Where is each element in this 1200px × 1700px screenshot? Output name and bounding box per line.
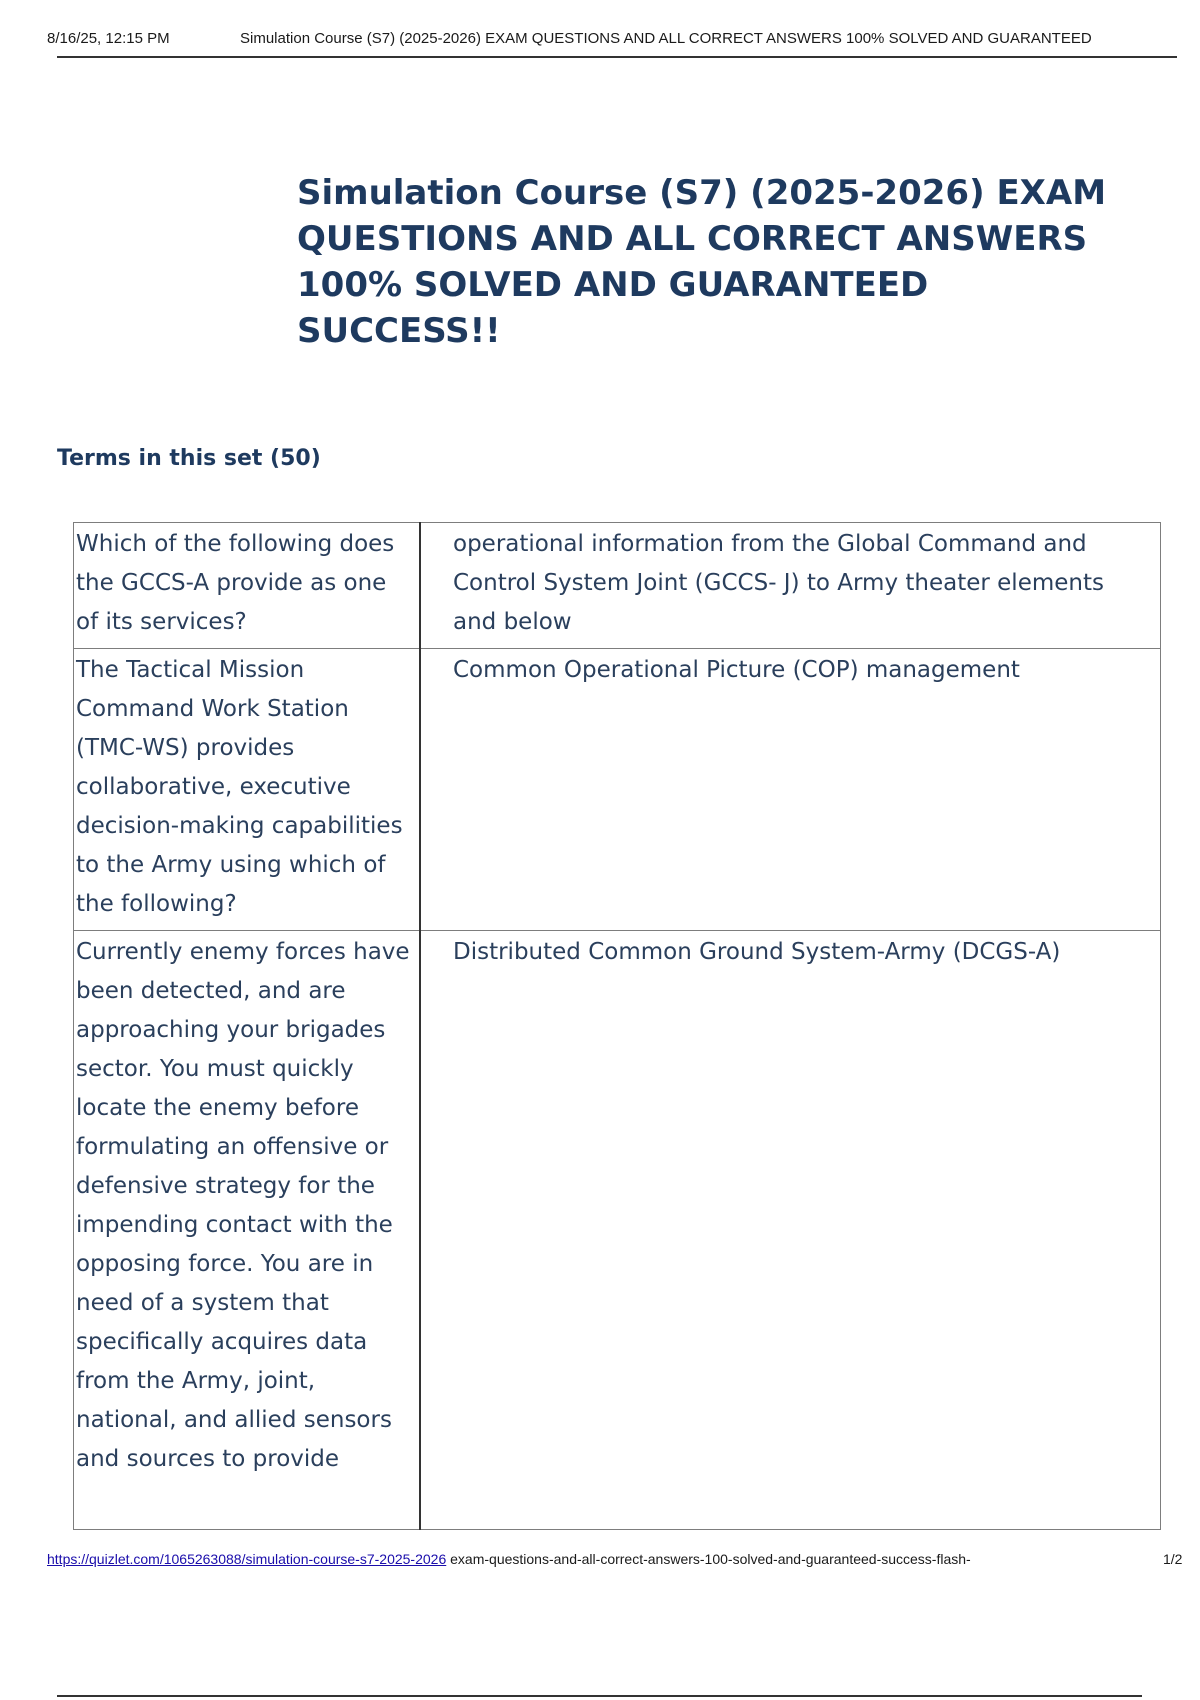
- source-url-continuation: exam-questions-and-all-correct-answers-100-solved-and-guaranteed-success-flash-: [446, 1551, 971, 1567]
- definition-cell: operational information from the Global Command and Control System Joint (GCCS- J) to Army theater elements and below: [420, 523, 1161, 649]
- terms-table: [73, 522, 1161, 1530]
- page-title: Simulation Course (S7) (2025-2026) EXAM QUESTIONS AND ALL CORRECT ANSWERS 100% SOLVED AND GUARANTEED SUCCESS!!: [297, 173, 1107, 351]
- term-cell: Currently enemy forces have been detected, and are approaching your brigades sector. You must quickly locate the enemy before formulating an offensive or defensive strategy for the impending contact with the opposing force. You are in need of a system that specifically acquires data from the Army, joint, national, and allied sensors and sources to provide: [74, 931, 421, 1530]
- print-footer: [47, 1551, 1187, 1575]
- definition-cell: Distributed Common Ground System-Army (DCGS-A): [420, 931, 1161, 1530]
- term-cell: The Tactical Mission Command Work Station (TMC-WS) provides collaborative, executive decision-making capabilities to the Army using which of the following?: [74, 649, 421, 931]
- definition-cell: Common Operational Picture (COP) management: [420, 649, 1161, 931]
- table-row: [74, 931, 1161, 1530]
- table-row: [74, 649, 1161, 931]
- footer-divider: [57, 1695, 1142, 1697]
- table-row: [74, 523, 1161, 649]
- source-url-link[interactable]: https://quizlet.com/1065263088/simulation-course-s7-2025-2026: [47, 1551, 447, 1567]
- print-date: 8/16/25, 12:15 PM: [47, 30, 170, 47]
- term-cell: Which of the following does the GCCS-A provide as one of its services?: [74, 523, 421, 649]
- print-document-title: Simulation Course (S7) (2025-2026) EXAM QUESTIONS AND ALL CORRECT ANSWERS 100% SOLVED AND GUARANTEED: [240, 30, 1092, 47]
- header-divider: [57, 56, 1177, 58]
- page-number: 1/2: [1163, 1551, 1183, 1567]
- print-header: [47, 30, 1177, 54]
- terms-count-heading: Terms in this set (50): [57, 446, 321, 471]
